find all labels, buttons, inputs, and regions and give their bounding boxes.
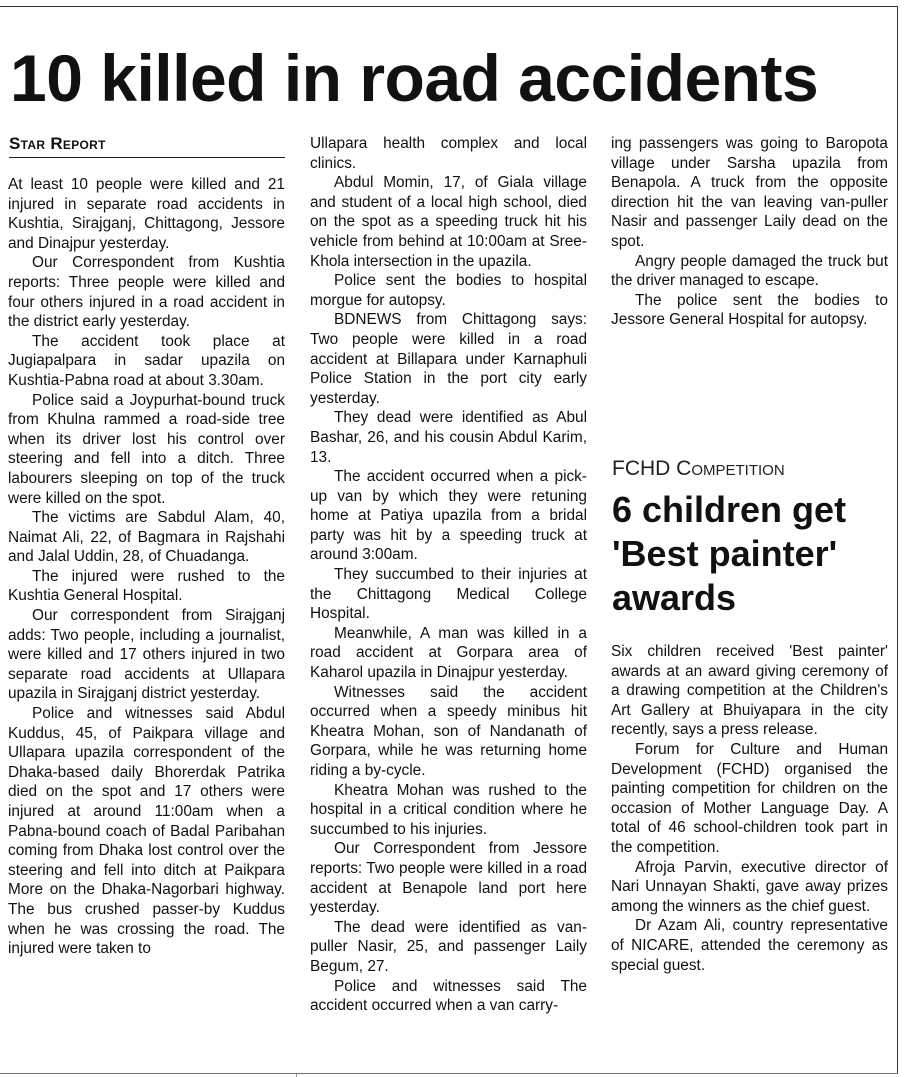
- side-story-body: [611, 642, 888, 975]
- paragraph: Witnesses said the accident occurred when a speedy minibus hit Kheatra Mohan, son of Nandanath of Gorpara, while he was returning home riding a by-cycle.: [310, 683, 587, 779]
- paragraph: Six children received 'Best painter' awards at an award giving ceremony of a drawing competition at the Children's Art Gallery at Bhuiyapara in the city recently, says a press release.: [611, 643, 888, 739]
- paragraph: Forum for Culture and Human Development (FCHD) organised the painting competition for children on the occasion of Mother Language Day. A total of 46 school-children took part in the competition.: [611, 740, 888, 856]
- article-column-2: [310, 134, 587, 1016]
- paragraph: Kheatra Mohan was rushed to the hospital in a critical condition where he succumbed to his injuries.: [310, 781, 587, 838]
- paragraph: The accident took place at Jugiapalpara in sadar upazila on Kushtia-Pabna road at about 3.30am.: [8, 332, 285, 389]
- paragraph: Police and witnesses said The accident occurred when a van carry-: [310, 977, 587, 1015]
- side-story-kicker: FCHD Competition: [612, 457, 785, 480]
- paragraph: They succumbed to their injuries at the Chittagong Medical College Hospital.: [310, 566, 587, 623]
- paragraph: The injured were rushed to the Kushtia General Hospital.: [8, 567, 285, 605]
- article-column-3: [611, 134, 888, 330]
- paragraph: Police and witnesses said Abdul Kuddus, 45, of Paikpara village and Ullapara upazila correspondent of the Dhaka-based daily Bhorerdak Patrika died on the spot and 17 others were injured at around 11:00am when a Pabna-bound coach of Badal Paribahan coming from Dhaka lost control over the steering and fell into ditch at Paikpara More on the Dhaka-Nagorbari highway. The bus crushed passer-by Kuddus when he was crossing the road. The injured were taken to: [8, 705, 285, 958]
- page-frame-top: [0, 6, 898, 7]
- paragraph: The dead were identified as van-puller Nasir, 25, and passenger Laily Begum, 27.: [310, 918, 587, 975]
- paragraph: Angry people damaged the truck but the driver managed to escape.: [611, 252, 888, 290]
- side-story-headline: 6 children get 'Best painter' awards: [612, 489, 847, 618]
- paragraph: Meanwhile, A man was killed in a road accident at Gorpara area of Kaharol upazila in Dinajpur yesterday.: [310, 624, 587, 682]
- paragraph: The police sent the bodies to Jessore General Hospital for autopsy.: [611, 291, 888, 329]
- paragraph: The accident occurred when a pick-up van by which they were retuning home at Patiya upazila from a bridal party was hit by a speeding truck at around 3:00am.: [310, 468, 587, 564]
- paragraph: Afroja Parvin, executive director of Nari Unnayan Shakti, gave away prizes among the winners as the chief guest.: [611, 858, 888, 915]
- page-frame-bottom: [0, 1073, 898, 1074]
- paragraph: Police sent the bodies to hospital morgue for autopsy.: [310, 272, 587, 309]
- paragraph: Abdul Momin, 17, of Giala village and student of a local high school, died on the spot as a speeding truck hit his vehicle from behind at 10:00am at Sree-Khola intersection in the upazila.: [310, 174, 587, 270]
- paragraph: Ullapara health complex and local clinics.: [310, 135, 587, 172]
- paragraph: Our Correspondent from Kushtia reports: Three people were killed and four others injured in a road accident in the district early yesterday.: [8, 254, 285, 331]
- paragraph: Police said a Joypurhat-bound truck from Khulna rammed a road-side tree when its driver lost his control over steering and fell into a ditch. Three labourers sleeping on top of the truck were killed on the spot.: [8, 391, 285, 507]
- paragraph: They dead were identified as Abul Bashar, 26, and his cousin Abdul Karim, 13.: [310, 409, 587, 466]
- paragraph: At least 10 people were killed and 21 injured in separate road accidents in Kushtia, Sirajganj, Chittagong, Jessore and Dinajpur yesterday.: [8, 176, 285, 252]
- paragraph: The victims are Sabdul Alam, 40, Naimat Ali, 22, of Bagmara in Rajshahi and Jalal Uddin, 28, of Chuadanga.: [8, 509, 285, 566]
- paragraph: Dr Azam Ali, country representative of NICARE, attended the ceremony as special guest.: [611, 917, 888, 974]
- paragraph: Our correspondent from Sirajganj adds: Two people, including a journalist, were killed and 17 others injured in two separate road accidents at Ullapara upazila in Sirajganj district yesterday.: [8, 607, 285, 703]
- paragraph: BDNEWS from Chittagong says: Two people were killed in a road accident at Billapara under Karnaphuli Police Station in the port city early yesterday.: [310, 311, 587, 407]
- article-column-1: [8, 175, 285, 959]
- paragraph: Our Correspondent from Jessore reports: Two people were killed in a road accident at Benapole land port here yesterday.: [310, 840, 587, 917]
- page-frame-right: [897, 6, 898, 1074]
- paragraph: ing passengers was going to Baropota village under Sarsha upazila from Benapola. A truck from the opposite direction hit the van leaving van-puller Nasir and passenger Laily dead on the spot.: [611, 135, 888, 250]
- byline: Star Report: [9, 133, 285, 158]
- main-headline: 10 killed in road accidents: [10, 41, 819, 115]
